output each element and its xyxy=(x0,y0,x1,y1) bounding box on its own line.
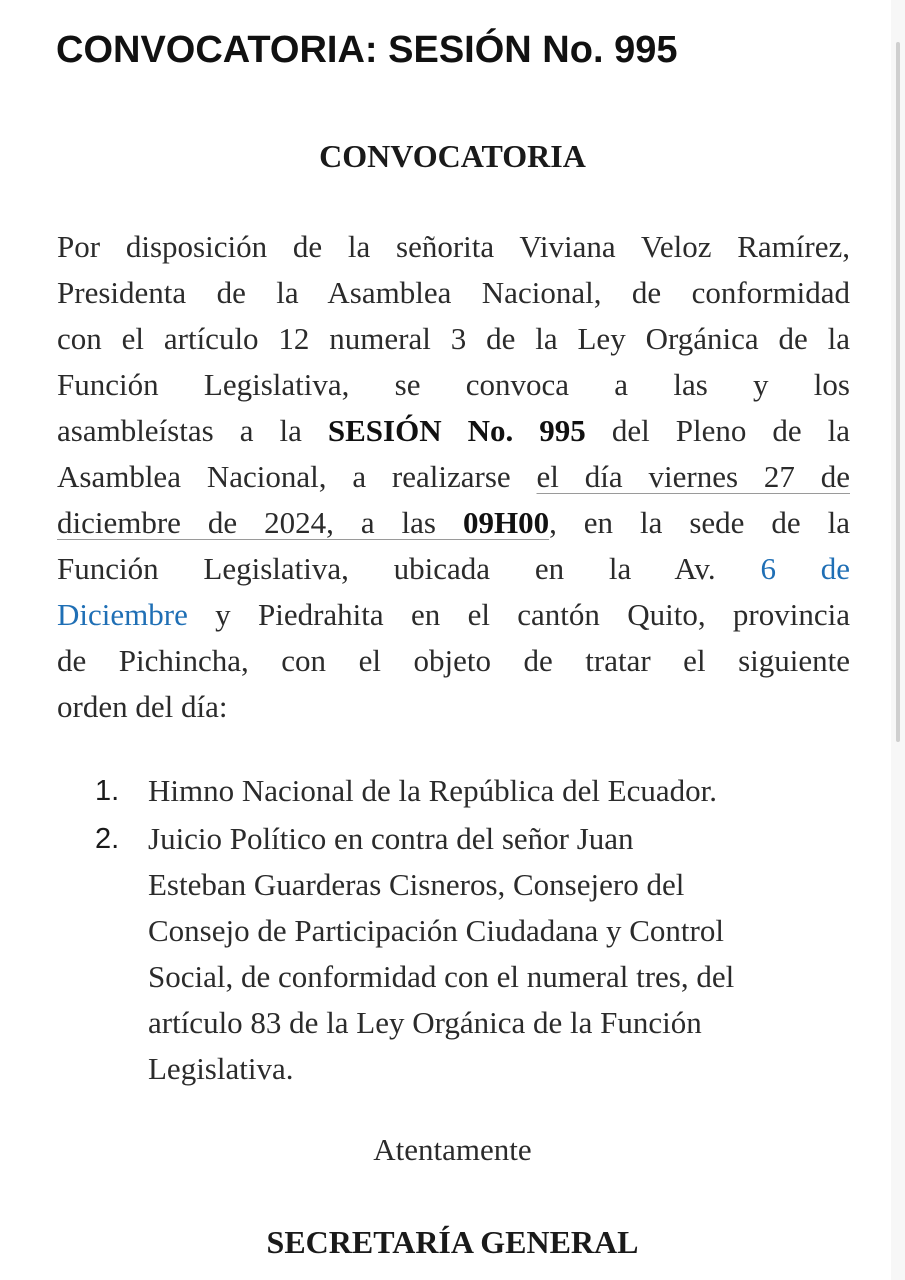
agenda-text xyxy=(148,768,858,814)
text-segment: Asamblea Nacional, a realizarse xyxy=(57,459,537,494)
session-date: el día viernes 27 de xyxy=(536,459,850,494)
address-link[interactable]: 6 de xyxy=(760,551,850,586)
agenda-line: Juicio Político en contra del señor Juan xyxy=(148,821,634,856)
paragraph-line xyxy=(57,500,850,546)
page-title: CONVOCATORIA: SESIÓN No. 995 xyxy=(56,29,678,71)
paragraph-line xyxy=(57,454,850,500)
paragraph-line xyxy=(57,546,850,592)
paragraph-line: con el artículo 12 numeral 3 de la Ley Orgánica de la xyxy=(57,321,850,356)
agenda-item xyxy=(0,768,905,814)
agenda-line: Consejo de Participación Ciudadana y Control xyxy=(148,913,724,948)
text-segment: y Piedrahita en el cantón Quito, provincia xyxy=(187,597,850,632)
agenda-text xyxy=(148,816,858,1092)
paragraph-line: Función Legislativa, se convoca a las y los xyxy=(57,367,850,402)
paragraph-line: orden del día: xyxy=(57,689,228,724)
agenda-line: Social, de conformidad con el numeral tres, del xyxy=(148,959,735,994)
session-date-continued xyxy=(57,505,549,540)
agenda-line: Esteban Guarderas Cisneros, Consejero del xyxy=(148,867,685,902)
paragraph-line: de Pichincha, con el objeto de tratar el siguiente xyxy=(57,643,850,678)
closing-salutation: Atentamente xyxy=(373,1132,532,1167)
agenda-line: Legislativa. xyxy=(148,1051,294,1086)
agenda-line: Himno Nacional de la República del Ecuador. xyxy=(148,773,718,808)
text-segment: asambleístas a la xyxy=(57,413,328,448)
signature-block: SECRETARÍA GENERAL xyxy=(266,1224,639,1260)
convocation-paragraph xyxy=(57,224,850,730)
paragraph-line: Presidenta de la Asamblea Nacional, de conformidad xyxy=(57,275,850,310)
text-segment: Función Legislativa, ubicada en la Av. xyxy=(57,551,761,586)
agenda-line: artículo 83 de la Ley Orgánica de la Función xyxy=(148,1005,702,1040)
paragraph-line xyxy=(57,592,850,638)
agenda-item xyxy=(0,816,905,1092)
session-time: 09H00 xyxy=(462,505,550,540)
agenda-list xyxy=(0,768,905,1094)
text-segment: del Pleno de la xyxy=(585,413,851,448)
text-segment: diciembre de 2024, a las xyxy=(57,505,463,540)
text-segment: , en la sede de la xyxy=(549,505,850,540)
paragraph-line: Por disposición de la señorita Viviana Veloz Ramírez, xyxy=(57,229,850,264)
agenda-number: 2. xyxy=(95,823,120,855)
document-heading: CONVOCATORIA xyxy=(319,138,586,174)
address-link-continued[interactable]: Diciembre xyxy=(57,597,188,632)
paragraph-line xyxy=(57,408,850,454)
session-number: SESIÓN No. 995 xyxy=(327,413,586,448)
agenda-number: 1. xyxy=(95,775,120,807)
